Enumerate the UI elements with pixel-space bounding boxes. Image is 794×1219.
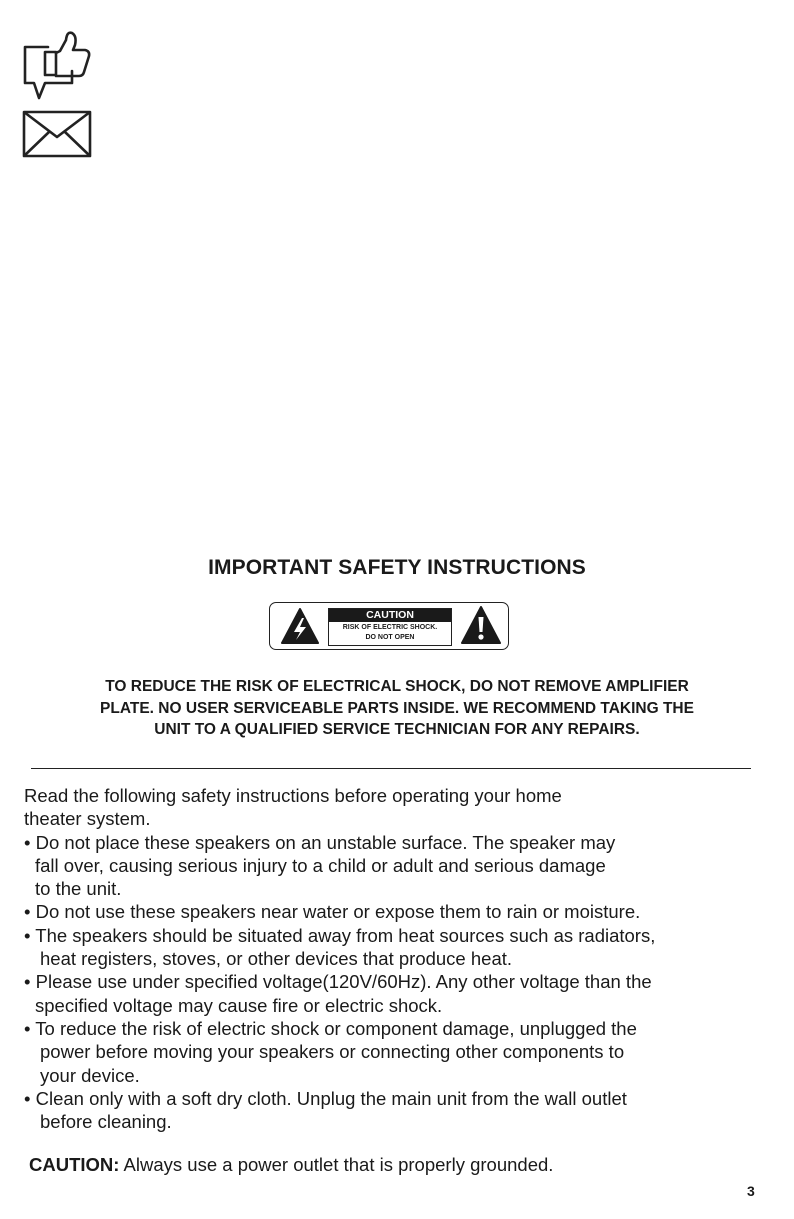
shock-warning (40, 676, 754, 741)
warning-line: TO REDUCE THE RISK OF ELECTRICAL SHOCK, DO NOT REMOVE AMPLIFIER (105, 678, 689, 695)
caution-label-line: RISK OF ELECTRIC SHOCK. (342, 624, 438, 631)
page-title: IMPORTANT SAFETY INSTRUCTIONS (208, 556, 586, 579)
intro-line: theater system. (24, 808, 151, 830)
divider (31, 768, 751, 769)
bullet-line: your device. (40, 1064, 140, 1086)
thumbs-up-speech-bubble-icon[interactable] (22, 28, 92, 100)
page-number: 3 (747, 1183, 755, 1199)
caution-label-text-box (328, 608, 452, 646)
caution-note-text: Always use a power outlet that is properly grounded. (119, 1154, 554, 1175)
intro-line: Read the following safety instructions before operating your home (24, 785, 562, 806)
bullet-line: • The speakers should be situated away from heat sources such as radiators, (24, 924, 656, 946)
bullet-line: • Do not place these speakers on an unstable surface. The speaker may (24, 831, 616, 853)
bullet-line: to the unit. (35, 878, 122, 900)
grounding-caution (29, 1154, 553, 1176)
bullet-line: • To reduce the risk of electric shock or component damage, unplugged the (24, 1017, 637, 1039)
bullet-line: heat registers, stoves, or other devices that produce heat. (40, 948, 513, 970)
envelope-icon[interactable] (22, 110, 92, 158)
bullet-line: before cleaning. (40, 1111, 172, 1133)
warning-line: PLATE. NO USER SERVICEABLE PARTS INSIDE. WE RECOMMEND TAKING THE (100, 699, 694, 717)
caution-label-line: DO NOT OPEN (365, 634, 415, 641)
safety-instructions (24, 784, 764, 1133)
bullet-line: • Please use under specified voltage(120V/60Hz). Any other voltage than the (24, 971, 652, 993)
caution-label-title: CAUTION (329, 609, 451, 622)
electric-shock-warning-icon (280, 607, 320, 645)
caution-note-label: CAUTION: (29, 1154, 120, 1175)
bullet-line: • Clean only with a soft dry cloth. Unplug the main unit from the wall outlet (24, 1087, 627, 1109)
bullet-line: power before moving your speakers or connecting other components to (40, 1041, 625, 1063)
bullet-line: • Do not use these speakers near water or expose them to rain or moisture. (24, 901, 641, 923)
bullet-line: specified voltage may cause fire or electric shock. (35, 994, 443, 1016)
warning-line: UNIT TO A QUALIFIED SERVICE TECHNICIAN FOR ANY REPAIRS. (154, 721, 640, 738)
exclamation-warning-icon (460, 605, 502, 645)
bullet-line: fall over, causing serious injury to a child or adult and serious damage (35, 854, 606, 876)
